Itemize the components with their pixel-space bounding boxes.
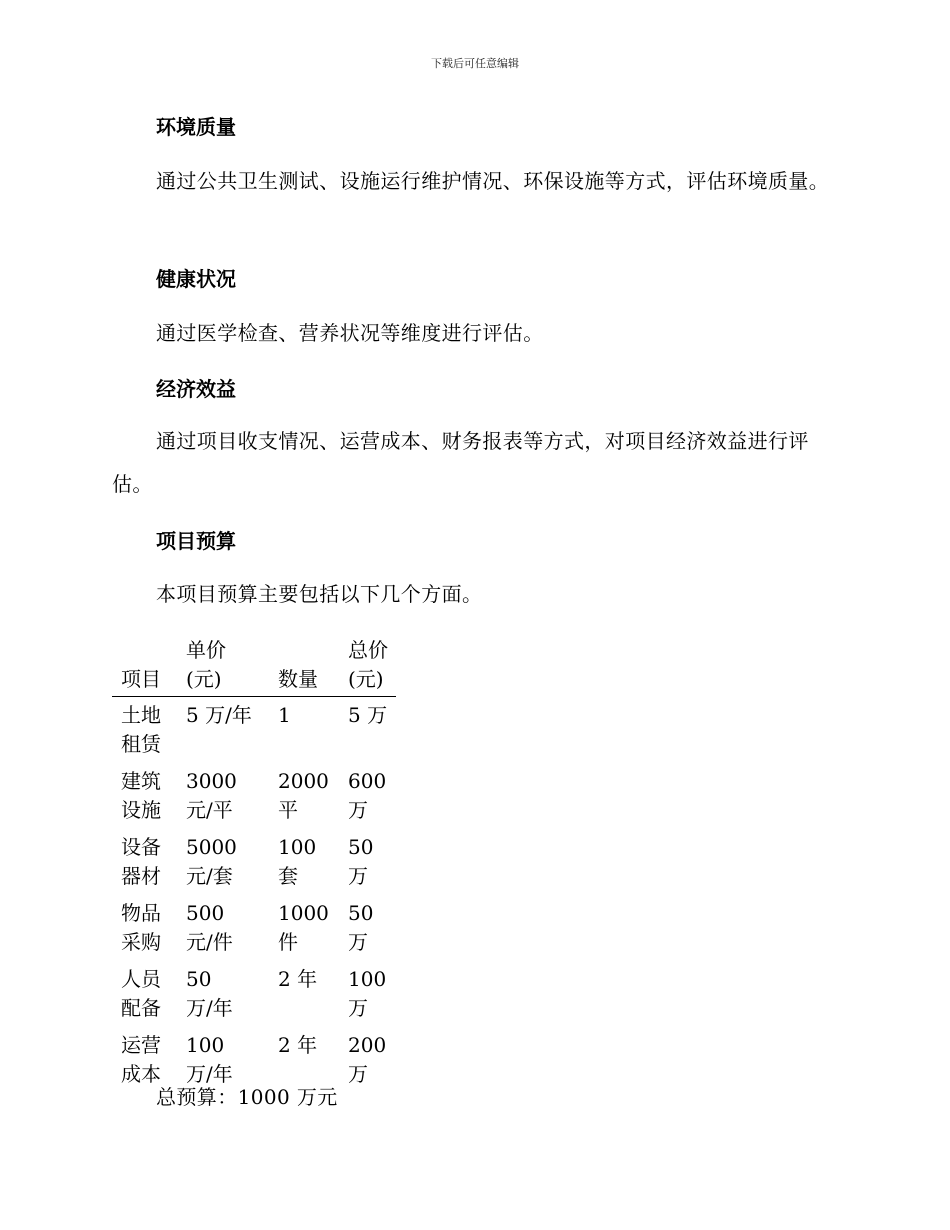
table-cell: 50 万 xyxy=(348,835,374,888)
table-cell: 土地 租赁 xyxy=(121,703,161,756)
table-cell: 5000 元/套 xyxy=(186,835,237,888)
column-header-item: 项目 xyxy=(112,636,177,697)
section-body-budget: 本项目预算主要包括以下几个方面。 xyxy=(156,582,483,606)
table-cell: 50 万/年 xyxy=(186,967,233,1020)
column-header-quantity: 数量 xyxy=(269,636,339,697)
section-body-health: 通过医学检查、营养状况等维度进行评估。 xyxy=(156,321,544,345)
table-cell: 2 年 xyxy=(278,1033,318,1057)
section-heading-environment: 环境质量 xyxy=(156,115,236,139)
table-cell: 5 万 xyxy=(348,703,388,727)
table-cell: 600 万 xyxy=(348,769,387,822)
total-budget: 总预算：1000 万元 xyxy=(156,1085,338,1109)
table-cell: 200 万 xyxy=(348,1033,387,1086)
section-heading-health: 健康状况 xyxy=(156,267,236,291)
table-cell: 建筑 设施 xyxy=(121,769,161,822)
table-cell: 50 万 xyxy=(348,901,374,954)
table-cell: 物品 采购 xyxy=(121,901,161,954)
table-cell: 100 万/年 xyxy=(186,1033,233,1086)
table-row xyxy=(112,829,396,895)
section-body-economic: 通过项目收支情况、运营成本、财务报表等方式，对项目经济效益进行评估。 xyxy=(112,429,809,496)
table-cell: 500 元/件 xyxy=(186,901,233,954)
table-cell: 2 年 xyxy=(278,967,318,991)
page-header: 下载后可任意编辑 xyxy=(431,57,519,70)
table-cell: 设备 器材 xyxy=(121,835,161,888)
budget-table xyxy=(112,636,396,1093)
table-cell: 5 万/年 xyxy=(186,703,252,727)
table-cell: 3000 元/平 xyxy=(186,769,237,822)
table-cell: 100 万 xyxy=(348,967,387,1020)
table-cell: 1000 件 xyxy=(278,901,329,954)
table-cell: 1 xyxy=(278,703,291,727)
table-cell: 运营 成本 xyxy=(121,1033,161,1086)
table-row xyxy=(112,961,396,1027)
table-cell: 2000 平 xyxy=(278,769,329,822)
section-heading-budget: 项目预算 xyxy=(156,529,236,553)
table-row xyxy=(112,895,396,961)
section-heading-economic: 经济效益 xyxy=(156,377,236,401)
column-header-unit-price: 单价 (元) xyxy=(177,636,269,697)
table-cell: 人员 配备 xyxy=(121,967,161,1020)
section-body-environment: 通过公共卫生测试、设施运行维护情况、环保设施等方式，评估环境质量。 xyxy=(156,169,830,193)
budget-table-header-row xyxy=(112,636,396,697)
table-row xyxy=(112,697,396,764)
table-cell: 100 套 xyxy=(278,835,317,888)
table-row xyxy=(112,763,396,829)
column-header-total-price: 总价 (元) xyxy=(339,636,396,697)
